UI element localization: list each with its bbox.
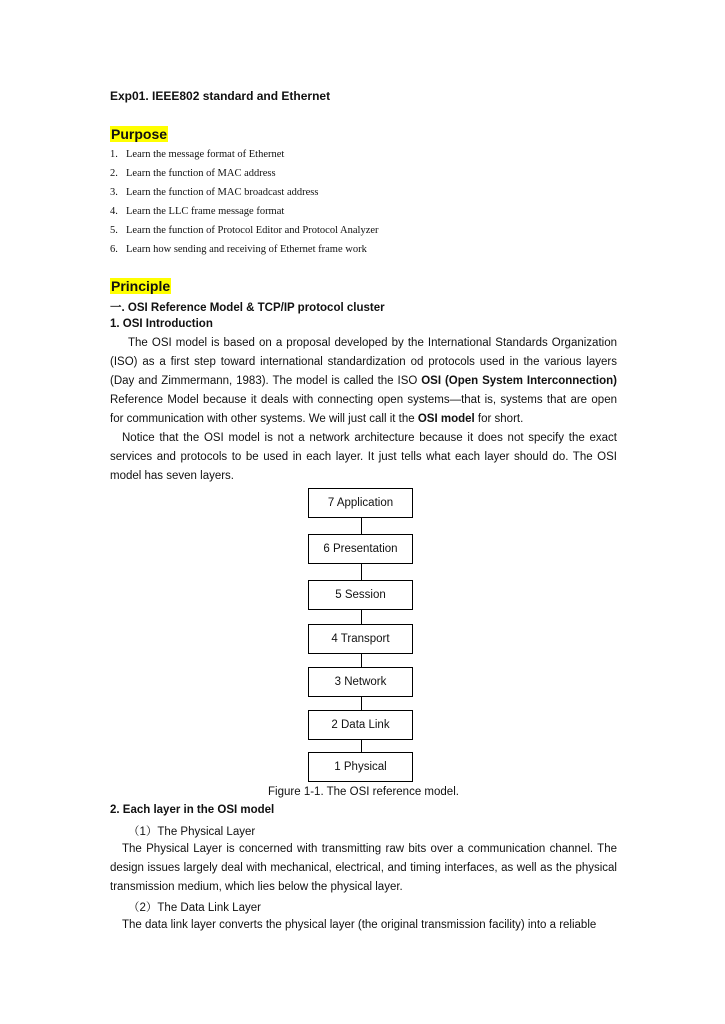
paragraph-osi-notice: Notice that the OSI model is not a network architecture because it does not specify the exact services and protocols to be used in each layer. It just tells what each layer should do. The OSI model has seven layers. [110, 432, 617, 482]
principle-heading [110, 278, 171, 294]
list-item: 1. Learn the message format of Ethernet [110, 149, 285, 160]
connector-line [361, 518, 362, 534]
connector-line [361, 610, 362, 624]
list-item: 2. Learn the function of MAC address [110, 168, 276, 179]
connector-line [361, 740, 362, 752]
osi-model-diagram [300, 486, 425, 786]
connector-line [361, 654, 362, 667]
connector-line [361, 564, 362, 580]
list-item: 3. Learn the function of MAC broadcast address [110, 187, 319, 198]
osi-layer-transport: 4 Transport [308, 624, 413, 654]
list-item: 5. Learn the function of Protocol Editor and Protocol Analyzer [110, 225, 379, 236]
purpose-heading-text: Purpose [111, 126, 168, 142]
paragraph-osi-intro: The OSI model is based on a proposal developed by the International Standards Organization (ISO) as a first step toward international standardization od protocols used in the various layers (Day and Zimmermann, 1983). The model is called the ISO OSI (Open System Interconnection) Reference Model because it deals with connecting open systems—that is, systems that are open for communication with other systems. We will just call it the OSI model for short. [110, 337, 617, 425]
osi-layer-network: 3 Network [308, 667, 413, 697]
document-title: Exp01. IEEE802 standard and Ethernet [110, 89, 331, 103]
list-item: 6. Learn how sending and receiving of Ethernet frame work [110, 244, 367, 255]
paragraph-data-link-layer: The data link layer converts the physical layer (the original transmission facility) into a reliable [122, 919, 597, 931]
osi-layer-session: 5 Session [308, 580, 413, 610]
principle-heading-text: Principle [111, 278, 171, 294]
paragraph-physical-layer: The Physical Layer is concerned with transmitting raw bits over a communication channel. The design issues largely deal with mechanical, electrical, and timing interfaces, as well as the physical transmission medium, which lies below the physical layer. [110, 843, 617, 893]
section-heading-osi-tcpip: 一. OSI Reference Model & TCP/IP protocol cluster [110, 302, 385, 314]
list-item: 4. Learn the LLC frame message format [110, 206, 285, 217]
osi-layer-data-link: 2 Data Link [308, 710, 413, 740]
physical-layer-heading: （1）The Physical Layer [128, 826, 256, 838]
figure-caption: Figure 1-1. The OSI reference model. [268, 786, 459, 798]
osi-layer-physical: 1 Physical [308, 752, 413, 782]
osi-layer-presentation: 6 Presentation [308, 534, 413, 564]
subheading-each-layer: 2. Each layer in the OSI model [110, 804, 275, 816]
purpose-heading [110, 126, 168, 142]
purpose-list [110, 147, 379, 261]
data-link-layer-heading: （2）The Data Link Layer [128, 902, 261, 914]
osi-layer-application: 7 Application [308, 488, 413, 518]
connector-line [361, 697, 362, 710]
subheading-osi-introduction: 1. OSI Introduction [110, 318, 213, 330]
